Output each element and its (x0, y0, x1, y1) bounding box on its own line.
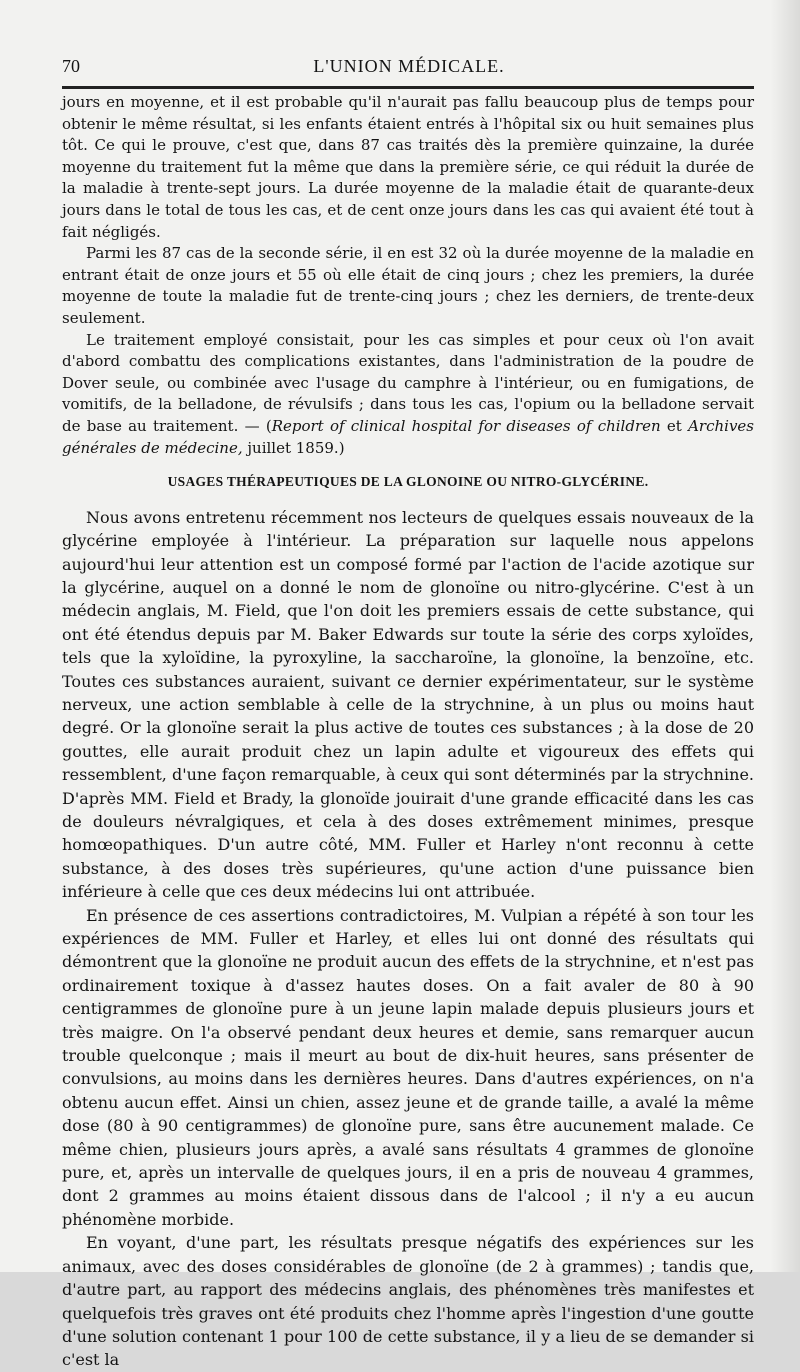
citation-date: juillet 1859.) (242, 438, 345, 457)
section-title: USAGES THÉRAPEUTIQUES DE LA GLONOINE OU NITRO-GLYCÉRINE. (167, 474, 649, 490)
paragraph-with-citation (62, 330, 754, 460)
header-rule (62, 86, 754, 89)
citation-archives-title: Archives générales de médecine, (62, 416, 754, 457)
paragraph: Parmi les 87 cas de la seconde série, il en est 32 où la durée moyenne de la maladie en entrant était de onze jours et 55 où elle était de cinq jours ; chez les premiers, la durée moyenne de toute la maladie fut de trente-cinq jours ; chez les derniers, de trente-deux seulement. (62, 244, 754, 327)
journal-title: L'UNION MÉDICALE. (313, 56, 505, 76)
running-head (62, 56, 756, 82)
paragraph: En voyant, d'une part, les résultats presque négatifs des expériences sur les animaux, avec des doses considérables de glonoïne (de 2 à grammes) ; tandis que, d'autre part, au rapport des médecins anglais, des phénomènes très manifestes et quelquefois très graves ont été produits chez l'homme après l'ingestion d'une goutte d'une solution contenant 1 pour 100 de cette substance, il y a lieu de se demander si c'est la (62, 1233, 754, 1370)
paragraph: En présence de ces assertions contradictoires, M. Vulpian a répété à son tour les expériences de MM. Fuller et Harley, et elles lui ont donné des résultats qui démontrent que la glonoïne ne produit aucun des effets de la strychnine, et n'est pas ordinairement toxique à d'assez hautes doses. On a fait avaler de 80 à 90 centigrammes de glonoïne pure à un jeune lapin malade depuis plusieurs jours et très maigre. On l'a observé pendant deux heures et demie, sans remarquer aucun trouble quelconque ; mais il meurt au bout de dix-huit heures, sans présenter de convulsions, au moins dans les dernières heures. Dans d'autres expériences, on n'a obtenu aucun effet. Ainsi un chien, assez jeune et de grande taille, a avalé la même dose (80 à 90 centigrammes) de glonoïne pure, sans être aucunement malade. Ce même chien, plusieurs jours après, a avalé sans résultats 4 grammes de glonoïne pure, et, après un intervalle de quelques jours, il en a pris de nouveau 4 grammes, dont 2 grammes au moins étaient dissous dans de l'alcool ; il n'y a eu aucun phénomène morbide. (62, 905, 754, 1229)
paragraph: Nous avons entretenu récemment nos lecteurs de quelques essais nouveaux de la glycérine employée à l'intérieur. La préparation sur laquelle nous appelons aujourd'hui leur attention est un composé formé par l'action de l'acide azotique sur la glycérine, auquel on a donné le nom de glonoïne ou nitro-glycérine. C'est à un médecin anglais, M. Field, que l'on doit les premiers essais de cette substance, qui ont été étendus depuis par M. Baker Edwards sur toute la série des corps xyloïdes, tels que la xyloïdine, la pyroxyline, la saccharoïne, la glonoïne, la benzoïne, etc. Toutes ces substances auraient, suivant ce dernier expérimentateur, sur le système nerveux, une action semblable à celle de la strychnine, à un plus ou moins haut degré. Or la glonoïne serait la plus active de toutes ces substances ; à la dose de 20 gouttes, elle aurait produit chez un lapin adulte et vigoureux des effets qui ressemblent, d'une façon remarquable, à ceux qui sont déterminés par la strychnine. D'après MM. Field et Brady, la glonoïde jouirait d'une grande efficacité dans les cas de douleurs névralgiques, et cela à des doses extrêmement minimes, presque homœopathiques. D'un autre côté, MM. Fuller et Harley n'ont reconnu à cette substance, à des doses très supérieures, qu'une action d'une puissance bien inférieure à celle que ces deux médecins lui ont attribuée. (62, 507, 754, 902)
paragraph-text: Le traitement employé consistait, pour les cas simples et pour ceux où l'on avait d'abord combattu des complications existantes, dans l'administration de la poudre de Dover seule, ou combinée avec l'usage du camphre à l'intérieur, ou en fumigations, de vomitifs, de la belladone, de révulsifs ; dans tous les cas, l'opium ou la belladone servait de base au traitement. — ( (62, 330, 754, 435)
citation-connector: et (660, 416, 689, 435)
citation-report-title: Report of clinical hospital for diseases of children (271, 416, 661, 435)
page-number: 70 (62, 56, 80, 76)
body-text (62, 92, 754, 1372)
paragraph: jours en moyenne, et il est probable qu'il n'aurait pas fallu beaucoup plus de temps pour obtenir le même résultat, si les enfants étaient entrés à l'hôpital six ou huit semaines plus tôt. Ce qui le prouve, c'est que, dans 87 cas traités dès la première quinzaine, la durée moyenne du traitement fut la même que dans la première série, ce qui réduit la durée de la maladie à trente-sept jours. La durée moyenne de la maladie était de quarante-deux jours dans le total de tous les cas, et de cent onze jours dans les cas qui avaient été tout à fait négligés. (62, 93, 754, 241)
